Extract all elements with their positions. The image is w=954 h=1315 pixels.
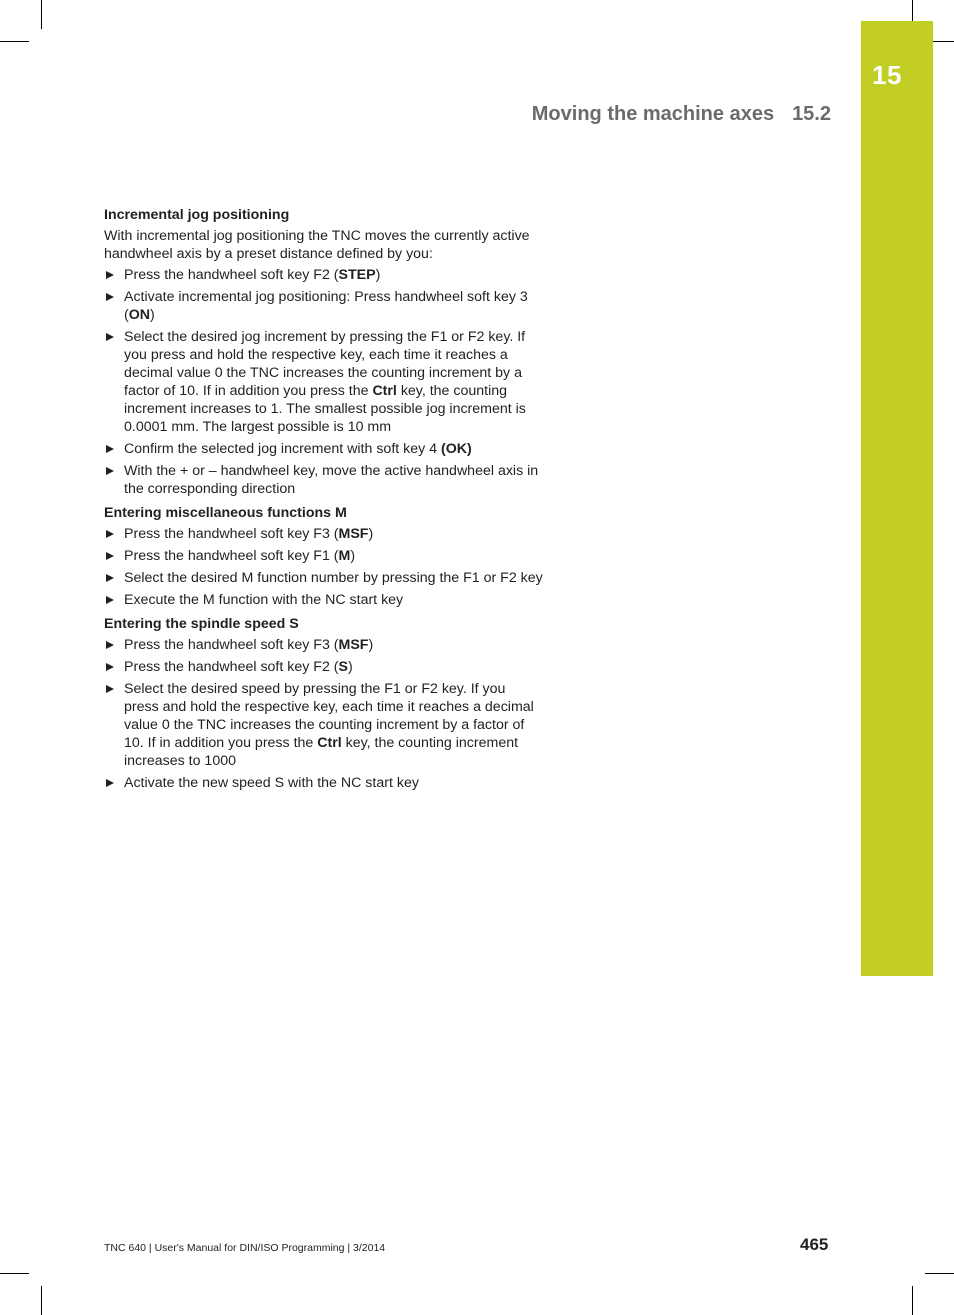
chapter-tab: [861, 21, 933, 976]
list-item: Select the desired speed by pressing the F1 or F2 key. If you press and hold the respective key, each time it reaches a decimal value 0 the TNC increases the counting increment by a factor of 10. If in addition you press the Ctrl key, the counting increment increases to 1000: [104, 680, 544, 770]
step-list: [104, 636, 544, 792]
bullet-arrow-icon: [106, 293, 114, 301]
section-heading: Entering the spindle speed S: [104, 616, 299, 632]
section-intro: With incremental jog positioning the TNC moves the currently active handwheel axis by a preset distance defined by you:: [104, 228, 530, 262]
running-head-title: Moving the machine axes: [531, 103, 775, 125]
crop-mark: [912, 0, 913, 21]
chapter-number: 15: [872, 60, 902, 90]
running-head: [532, 103, 831, 126]
bullet-arrow-icon: [106, 271, 114, 279]
crop-mark: [0, 41, 29, 42]
bullet-arrow-icon: [106, 552, 114, 560]
bullet-arrow-icon: [106, 779, 114, 787]
crop-mark: [925, 1273, 954, 1274]
softkey-label: M: [338, 548, 351, 564]
bullet-arrow-icon: [106, 530, 114, 538]
crop-mark: [41, 1286, 42, 1315]
list-item: With the + or – handwheel key, move the active handwheel axis in the corresponding direction: [104, 462, 544, 498]
list-item: Select the desired jog increment by pressing the F1 or F2 key. If you press and hold the respective key, each time it reaches a decimal value 0 the TNC increases the counting increment by a factor of 10. If in addition you press the Ctrl key, the counting increment increases to 1. The smallest possible jog increment is 0.0001 mm. The largest possible is 10 mm: [104, 328, 544, 436]
list-item: Activate incremental jog positioning: Press handwheel soft key 3 (ON): [104, 288, 544, 324]
list-item: Press the handwheel soft key F3 (MSF): [104, 636, 544, 654]
key-label: Ctrl: [317, 735, 342, 751]
list-item: Press the handwheel soft key F2 (S): [104, 658, 544, 676]
crop-mark: [912, 1286, 913, 1315]
bullet-arrow-icon: [106, 596, 114, 604]
step-list: [104, 525, 544, 609]
list-item: Confirm the selected jog increment with soft key 4 (OK): [104, 440, 544, 458]
softkey-label: ON: [128, 307, 151, 323]
list-item: Press the handwheel soft key F3 (MSF): [104, 525, 544, 543]
section-heading: Incremental jog positioning: [104, 207, 290, 223]
bullet-arrow-icon: [106, 685, 114, 693]
page-number: 465: [800, 1235, 829, 1254]
bullet-arrow-icon: [106, 641, 114, 649]
running-head-section: 15.2: [792, 103, 831, 125]
softkey-label: (OK): [441, 441, 472, 457]
crop-mark: [0, 1273, 29, 1274]
bullet-arrow-icon: [106, 467, 114, 475]
crop-mark: [41, 0, 42, 29]
bullet-arrow-icon: [106, 445, 114, 453]
crop-mark: [933, 41, 954, 42]
step-list: [104, 266, 544, 498]
list-item: Press the handwheel soft key F1 (M): [104, 547, 544, 565]
bullet-arrow-icon: [106, 574, 114, 582]
softkey-label: STEP: [338, 267, 376, 283]
softkey-label: MSF: [338, 526, 369, 542]
section-heading: Entering miscellaneous functions M: [104, 505, 347, 521]
page-content: [104, 206, 544, 797]
list-item: Activate the new speed S with the NC start key: [104, 774, 544, 792]
softkey-label: S: [338, 659, 348, 675]
bullet-arrow-icon: [106, 663, 114, 671]
footer-text: TNC 640 | User's Manual for DIN/ISO Programming | 3/2014: [104, 1242, 386, 1254]
list-item: Select the desired M function number by pressing the F1 or F2 key: [104, 569, 544, 587]
bullet-arrow-icon: [106, 333, 114, 341]
softkey-label: MSF: [338, 637, 369, 653]
list-item: Execute the M function with the NC start key: [104, 591, 544, 609]
key-label: Ctrl: [372, 383, 397, 399]
list-item: Press the handwheel soft key F2 (STEP): [104, 266, 544, 284]
